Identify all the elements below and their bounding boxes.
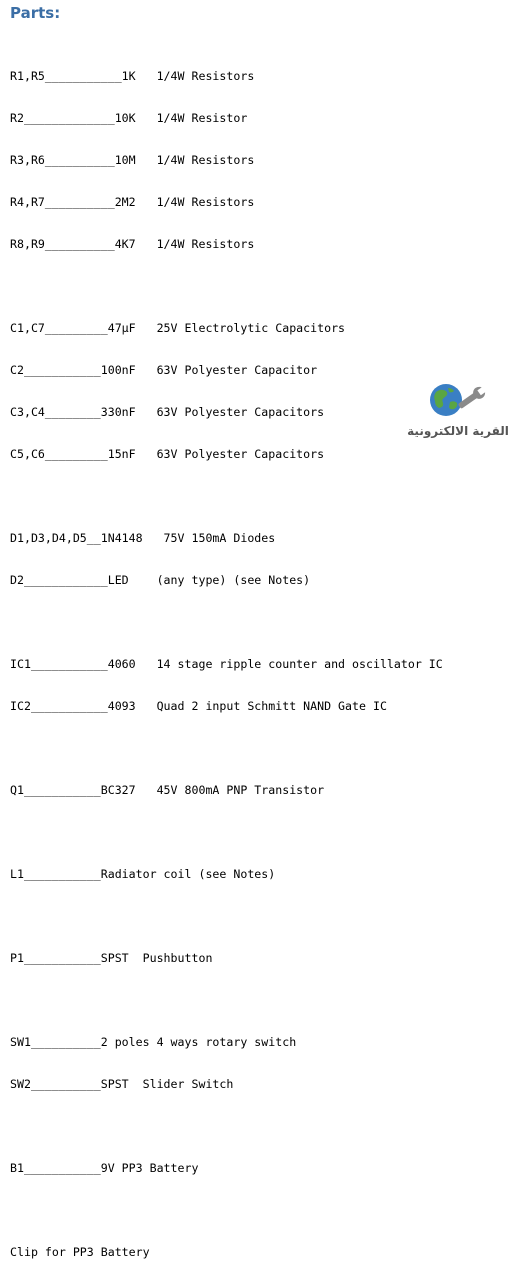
part-line-c2: C2___________100nF 63V Polyester Capacitor [10,363,318,377]
part-line-diodes: D1,D3,D4,D5__1N4148 75V 150mA Diodes [10,531,276,545]
part-line-ic1: IC1___________4060 14 stage ripple counter and oscillator IC [10,657,443,671]
part-line-c3-c4: C3,C4________330nF 63V Polyester Capacitors [10,405,325,419]
part-line-c1-c7: C1,C7_________47µF 25V Electrolytic Capacitors [10,321,346,335]
spacer [10,1203,443,1217]
parts-heading: Parts: [10,4,61,22]
part-line-led: D2____________LED (any type) (see Notes) [10,573,311,587]
globe-wrench-icon [404,380,512,424]
part-line-p1: P1___________SPST Pushbutton [10,951,213,965]
spacer [10,615,443,629]
spacer [10,909,443,923]
spacer [10,825,443,839]
part-line-sw1: SW1__________2 poles 4 ways rotary switch [10,1035,297,1049]
spacer [10,489,443,503]
logo-text: القرية الالكترونية [407,424,509,438]
parts-list [10,41,443,1273]
site-logo [404,380,512,444]
spacer [10,741,443,755]
part-line-r3-r6: R3,R6__________10M 1/4W Resistors [10,153,255,167]
part-line-r2: R2_____________10K 1/4W Resistor [10,111,248,125]
part-line-ic2: IC2___________4093 Quad 2 input Schmitt NAND Gate IC [10,699,387,713]
part-line-l1: L1___________Radiator coil (see Notes) [10,867,276,881]
part-line-r4-r7: R4,R7__________2M2 1/4W Resistors [10,195,255,209]
spacer [10,1119,443,1133]
spacer [10,993,443,1007]
part-line-c5-c6: C5,C6_________15nF 63V Polyester Capacitors [10,447,325,461]
part-line-r8-r9: R8,R9__________4K7 1/4W Resistors [10,237,255,251]
part-line-clip: Clip for PP3 Battery [10,1245,150,1259]
part-line-q1: Q1___________BC327 45V 800mA PNP Transistor [10,783,325,797]
part-line-r1-r5: R1,R5___________1K 1/4W Resistors [10,69,255,83]
part-line-sw2: SW2__________SPST Slider Switch [10,1077,234,1091]
part-line-b1: B1___________9V PP3 Battery [10,1161,199,1175]
spacer [10,279,443,293]
